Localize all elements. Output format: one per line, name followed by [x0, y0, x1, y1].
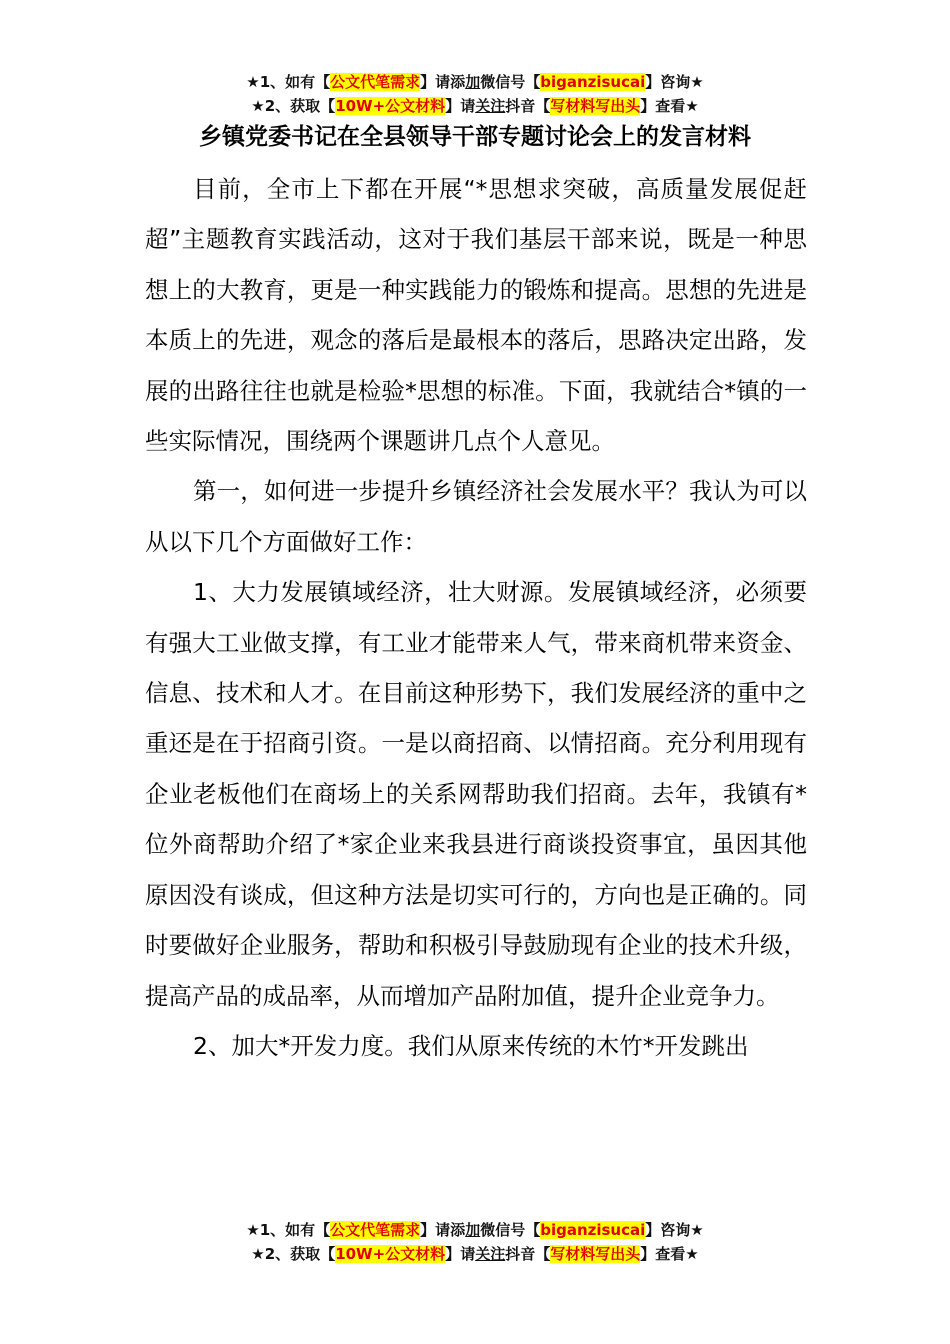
banner-text: ★2、获取【 [251, 1245, 336, 1263]
document-title: 乡镇党委书记在全县领导干部专题讨论会上的发言材料 [199, 124, 751, 150]
banner-text: 抖音【 [505, 1245, 551, 1263]
banner-text: 】咨询★ [645, 1221, 704, 1239]
banner-highlight: biganzisucai [540, 1221, 646, 1239]
banner-text: 】请 [445, 97, 476, 115]
banner-highlight: 10W+公文材料 [335, 97, 446, 115]
banner-text: ★1、如有【 [246, 1221, 331, 1239]
banner-text: ★1、如有【 [246, 73, 331, 91]
banner-highlight: 公文代笔需求 [330, 1221, 421, 1239]
paragraph-point-1: 1、大力发展镇域经济，壮大财源。发展镇域经济，必须要有强大工业做支撑，有工业才能带来人气，带来商机带来资金、信息、技术和人才。在目前这种形势下，我们发展经济的重中之重还是在于招商引资。一是以商招商、以情招商。充分利用现有企业老板他们在商场上的关系网帮助我们招商。去年，我镇有*位外商帮助介绍了*家企业来我县进行商谈投资事宜，虽因其他原因没有谈成，但这种方法是切实可行的，方向也是正确的。同时要做好企业服务，帮助和积极引导鼓励现有企业的技术升级，提高产品的成品率，从而增加产品附加值，提升企业竞争力。 [145, 578, 807, 1010]
banner-underlined-text: 关注 [475, 97, 506, 115]
banner-text: 】查看★ [640, 97, 699, 115]
banner-text: 微信号【 [480, 1221, 541, 1239]
banner-text: 抖音【 [505, 97, 551, 115]
footer-banner-line-1 [0, 1218, 950, 1242]
banner-underlined-text: 加 [465, 1221, 481, 1239]
banner-text: 】请添 [420, 1221, 466, 1239]
header-banner-line-2 [0, 94, 950, 118]
footer-banner-line-2 [0, 1242, 950, 1266]
paragraph-intro: 目前，全市上下都在开展“*思想求突破，高质量发展促赶超”主题教育实践活动，这对于我们基层干部来说，既是一种思想上的大教育，更是一种实践能力的锻炼和提高。思想的先进是本质上的先进，观念的落后是最根本的落后，思路决定出路，发展的出路往往也就是检验*思想的标准。下面，我就结合*镇的一些实际情况，围绕两个课题讲几点个人意见。 [145, 175, 807, 456]
banner-underlined-text: 关注 [475, 1245, 506, 1263]
banner-highlight: 10W+公文材料 [335, 1245, 446, 1263]
banner-highlight: biganzisucai [540, 73, 646, 91]
footer-banner [0, 1218, 950, 1266]
banner-text: 】请 [445, 1245, 476, 1263]
banner-text: 微信号【 [480, 73, 541, 91]
banner-highlight: 写材料写出头 [550, 97, 641, 115]
header-banner [0, 70, 950, 118]
banner-text: 】请添 [420, 73, 466, 91]
paragraph-point-2: 2、加大*开发力度。我们从原来传统的木竹*开发跳出 [193, 1031, 749, 1060]
banner-underlined-text: 加 [465, 73, 481, 91]
document-body [145, 164, 807, 1071]
banner-highlight: 公文代笔需求 [330, 73, 421, 91]
banner-text: ★2、获取【 [251, 97, 336, 115]
banner-highlight: 写材料写出头 [550, 1245, 641, 1263]
banner-text: 】咨询★ [645, 73, 704, 91]
banner-text: 】查看★ [640, 1245, 699, 1263]
header-banner-line-1 [0, 70, 950, 94]
paragraph-question-one: 第一，如何进一步提升乡镇经济社会发展水平？我认为可以从以下几个方面做好工作： [145, 477, 807, 556]
